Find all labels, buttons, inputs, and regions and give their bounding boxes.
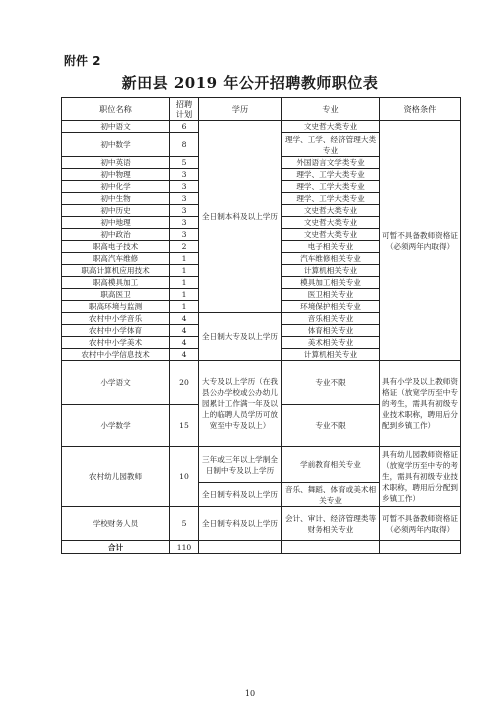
position-name: 初中化学: [62, 181, 170, 193]
recruit-count: 4: [170, 313, 199, 325]
recruit-count: 8: [170, 133, 199, 157]
major-requirement: 模具加工相关专业: [282, 277, 380, 289]
education-requirement: 三年或三年以上学制全日制中专及以上学历: [199, 447, 282, 483]
recruit-count: 20: [170, 361, 199, 405]
major-requirement: 理学、工学大类专业: [282, 169, 380, 181]
recruit-count: 10: [170, 447, 199, 507]
recruit-count: 3: [170, 169, 199, 181]
table-row: [62, 447, 461, 483]
recruit-count: 4: [170, 337, 199, 349]
major-requirement: 理学、工学大类专业: [282, 181, 380, 193]
major-requirement: 环境保护相关专业: [282, 301, 380, 313]
header-position-name: 职位名称: [62, 98, 170, 121]
empty-cell: [282, 541, 380, 554]
recruit-count: 5: [170, 507, 199, 541]
position-name: 初中物理: [62, 169, 170, 181]
recruit-count: 3: [170, 205, 199, 217]
empty-cell: [199, 541, 282, 554]
qualification-requirement: 具有小学及以上教师资格证（放宽学历至中专的考生，需具有初级专业技术职称，聘用后分配到乡镇工作）: [380, 361, 461, 447]
recruit-count: 3: [170, 181, 199, 193]
major-requirement: 外国语言文学类专业: [282, 157, 380, 169]
position-name: 职高电子技术: [62, 241, 170, 253]
table-row: [62, 121, 461, 133]
position-name: 农村中小学信息技术: [62, 349, 170, 361]
position-name: 职高计算机应用技术: [62, 265, 170, 277]
position-name: 农村中小学音乐: [62, 313, 170, 325]
recruit-count: 1: [170, 265, 199, 277]
education-requirement: 全日制专科及以上学历: [199, 483, 282, 507]
recruit-count: 3: [170, 193, 199, 205]
major-requirement: 专业不限: [282, 405, 380, 447]
position-name: 初中地理: [62, 217, 170, 229]
education-requirement: 全日制大专及以上学历: [199, 313, 282, 361]
major-requirement: 电子相关专业: [282, 241, 380, 253]
recruit-count: 3: [170, 229, 199, 241]
position-name: 职高环境与监测: [62, 301, 170, 313]
major-requirement: 音乐相关专业: [282, 313, 380, 325]
qualification-requirement: 可暂不具备教师资格证（必须两年内取得）: [380, 507, 461, 541]
qualification-requirement: 可暂不具备教师资格证（必须两年内取得）: [380, 121, 461, 361]
position-name: 学校财务人员: [62, 507, 170, 541]
table-row: [62, 507, 461, 541]
major-requirement: 文史哲大类专业: [282, 205, 380, 217]
major-requirement: 医卫相关专业: [282, 289, 380, 301]
recruit-count: 1: [170, 289, 199, 301]
major-requirement: 文史哲大类专业: [282, 229, 380, 241]
header-education: 学历: [199, 98, 282, 121]
table-body: [62, 121, 461, 554]
table-row: [62, 361, 461, 405]
position-name: 初中政治: [62, 229, 170, 241]
total-row: [62, 541, 461, 554]
major-requirement: 学前教育相关专业: [282, 447, 380, 483]
annex-label: 附件 2: [64, 54, 101, 68]
major-requirement: 专业不限: [282, 361, 380, 405]
page-number: 10: [244, 689, 256, 698]
total-label: 合计: [62, 541, 170, 554]
position-name: 初中数学: [62, 133, 170, 157]
position-name: 初中生物: [62, 193, 170, 205]
position-name: 职高汽车维修: [62, 253, 170, 265]
major-requirement: 计算机相关专业: [282, 349, 380, 361]
job-positions-table: [61, 97, 461, 554]
recruit-count: 1: [170, 301, 199, 313]
recruit-count: 6: [170, 121, 199, 133]
recruit-count: 15: [170, 405, 199, 447]
position-name: 初中历史: [62, 205, 170, 217]
position-name: 初中语文: [62, 121, 170, 133]
empty-cell: [380, 541, 461, 554]
position-name: 职高模具加工: [62, 277, 170, 289]
education-requirement: 全日制专科及以上学历: [199, 507, 282, 541]
major-requirement: 汽车维修相关专业: [282, 253, 380, 265]
recruit-count: 2: [170, 241, 199, 253]
recruit-count: 3: [170, 217, 199, 229]
qualification-requirement: 具有幼儿园教师资格证（放宽学历至中专的考生，需具有初级专业技术职称，聘用后分配到乡镇工作）: [380, 447, 461, 507]
position-name: 农村中小学体育: [62, 325, 170, 337]
position-name: 小学数学: [62, 405, 170, 447]
table-header-row: [62, 98, 461, 121]
major-requirement: 计算机相关专业: [282, 265, 380, 277]
header-major: 专业: [282, 98, 380, 121]
header-qualification: 资格条件: [380, 98, 461, 121]
position-name: 职高医卫: [62, 289, 170, 301]
recruit-count: 5: [170, 157, 199, 169]
major-requirement: 音乐、舞蹈、体育或美术相关专业: [282, 483, 380, 507]
education-requirement: 大专及以上学历（在我县公办学校或公办幼儿园累计工作满一年及以上的临聘人员学历可放宽至中专及以上）: [199, 361, 282, 447]
major-requirement: 会计、审计、经济管理类等财务相关专业: [282, 507, 380, 541]
position-name: 小学语文: [62, 361, 170, 405]
recruit-count: 1: [170, 253, 199, 265]
header-recruit-plan: 招聘计划: [170, 98, 199, 121]
recruit-count: 4: [170, 349, 199, 361]
major-requirement: 体育相关专业: [282, 325, 380, 337]
position-name: 农村中小学美术: [62, 337, 170, 349]
major-requirement: 文史哲大类专业: [282, 217, 380, 229]
recruit-count: 4: [170, 325, 199, 337]
position-name: 初中英语: [62, 157, 170, 169]
major-requirement: 美术相关专业: [282, 337, 380, 349]
recruit-count: 1: [170, 277, 199, 289]
total-count: 110: [170, 541, 199, 554]
major-requirement: 文史哲大类专业: [282, 121, 380, 133]
major-requirement: 理学、工学大类专业: [282, 193, 380, 205]
page-title: 新田县 2019 年公开招聘教师职位表: [121, 74, 379, 92]
position-name: 农村幼儿园教师: [62, 447, 170, 507]
education-requirement: 全日制本科及以上学历: [199, 121, 282, 313]
major-requirement: 理学、工学、经济管理大类专业: [282, 133, 380, 157]
